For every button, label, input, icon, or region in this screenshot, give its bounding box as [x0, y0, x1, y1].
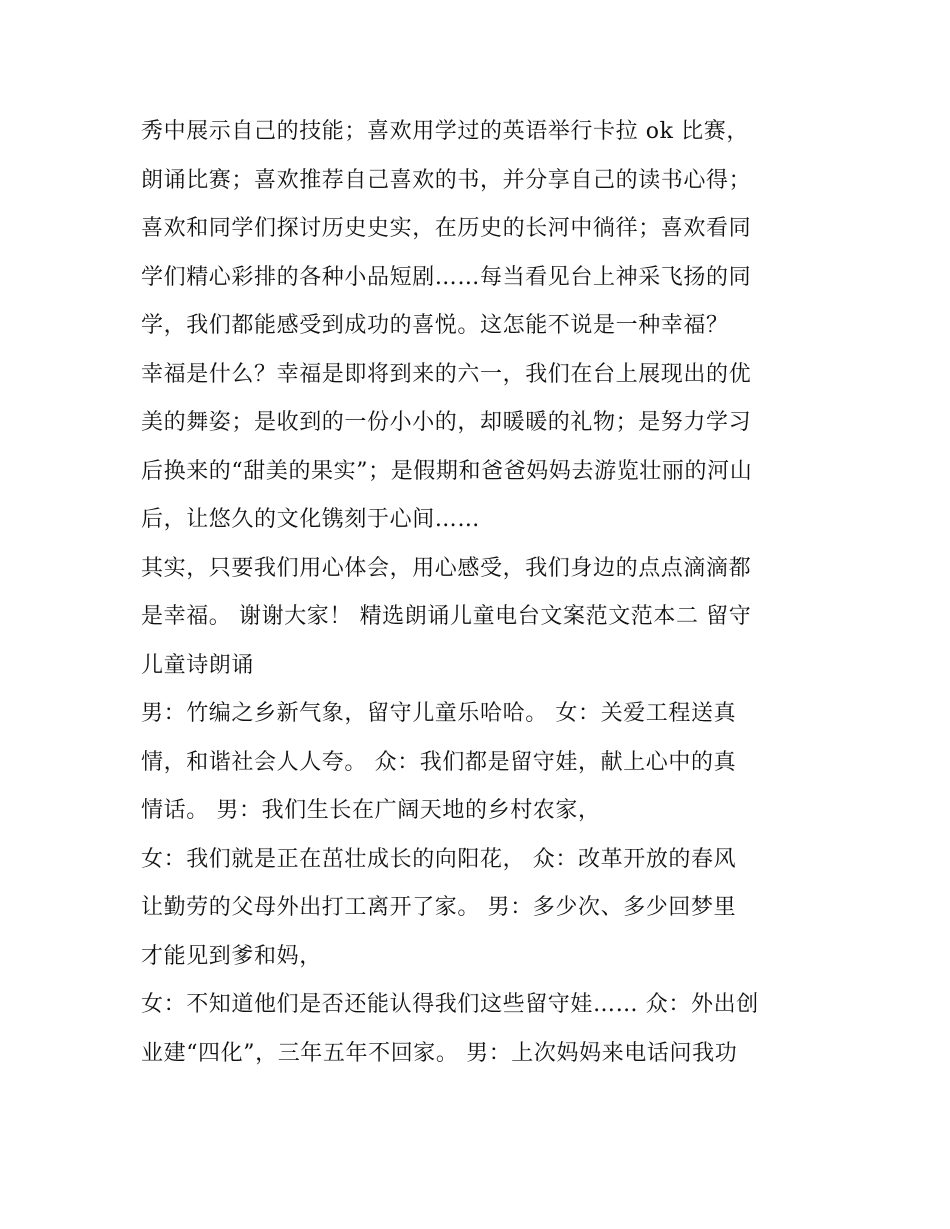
text-line: 后，让悠久的文化镌刻于心间……: [141, 507, 481, 532]
text-line: 是幸福。 谢谢大家！ 精选朗诵儿童电台文案范文范本二 留守: [141, 604, 752, 629]
text-line: 美的舞姿；是收到的一份小小的，却暖暖的礼物；是努力学习: [141, 410, 752, 435]
text-line: 学，我们都能感受到成功的喜悦。这怎能不说是一种幸福？: [141, 313, 729, 338]
text-line: 女：不知道他们是否还能认得我们这些留守娃…… 众：外出创: [141, 992, 759, 1017]
text-line: 男：竹编之乡新气象，留守儿童乐哈哈。 女：关爱工程送真: [141, 701, 737, 726]
text-line: 女：我们就是正在茁壮成长的向阳花， 众：改革开放的春风: [141, 846, 737, 872]
text-line: 喜欢和同学们探讨历史史实，在历史的长河中徜徉；喜欢看同: [141, 216, 752, 241]
text-line: 才能见到爹和妈，: [141, 943, 322, 969]
text-line: 情，和谐社会人人夸。 众：我们都是留守娃，献上心中的真: [141, 749, 737, 775]
text-line: 后换来的“甜美的果实”；是假期和爸爸妈妈去游览壮丽的河山: [141, 458, 753, 484]
text-line: 秀中展示自己的技能；喜欢用学过的英语举行卡拉 ok 比赛，: [141, 119, 749, 144]
text-line: 让勤劳的父母外出打工离开了家。 男：多少次、多少回梦里: [141, 895, 737, 920]
text-line: 学们精心彩排的各种小品短剧……每当看见台上神采飞扬的同: [141, 264, 752, 290]
text-line: 情话。 男：我们生长在广阔天地的乡村农家，: [141, 798, 601, 823]
text-line: 幸福是什么？幸福是即将到来的六一，我们在台上展现出的优: [141, 361, 752, 387]
text-line: 儿童诗朗诵: [141, 652, 255, 678]
text-line: 朗诵比赛；喜欢推荐自己喜欢的书，并分享自己的读书心得；: [141, 167, 752, 193]
text-line: 其实，只要我们用心体会，用心感受，我们身边的点点滴滴都: [141, 555, 752, 581]
text-line: 业建“四化”，三年五年不回家。 男：上次妈妈来电话问我功: [141, 1040, 738, 1066]
document-body: [141, 108, 821, 1078]
